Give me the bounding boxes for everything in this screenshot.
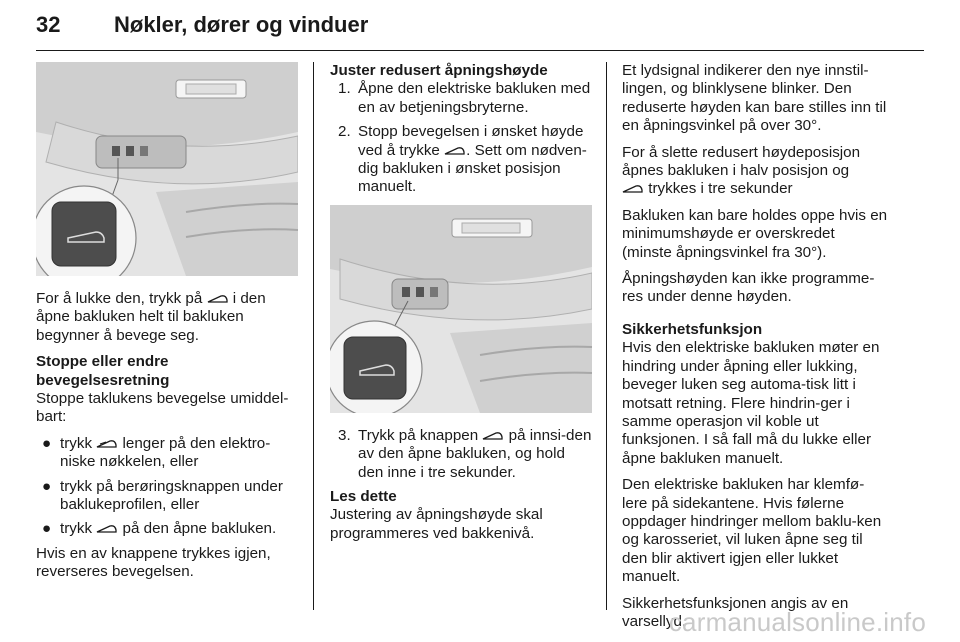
tailgate-icon [96, 522, 118, 534]
list-item: ● trykk lenger på den elektro-niske nøkkelen, eller [42, 434, 271, 471]
paragraph: Bakluken kan bare holdes oppe hvis en minimumshøyde er overskredet (minste åpningsvinkel fra 30°). [622, 206, 888, 261]
column-1 [36, 62, 298, 590]
tailgate-icon [444, 144, 466, 156]
tailgate-icon [622, 182, 644, 194]
paragraph: Den elektriske bakluken har klemfø-lere på sidekantene. Hvis følerne oppdager hindringer mellom baklu-ken og karosseriet, vil luken åpne seg til den blir aktivert igjen eller lukket manuelt. [622, 476, 882, 586]
adjust-steps [330, 80, 592, 196]
column-2 [330, 62, 592, 551]
tailgate-icon [482, 429, 504, 441]
note-heading: Les dette [330, 488, 397, 506]
paragraph: For å slette redusert høydeposisjon åpnes bakluken i halv posisjon og trykkes i tre sekunder [622, 143, 861, 198]
list-item: ● trykk på berøringsknappen under baklukeprofilen, eller [42, 477, 283, 514]
column-divider [313, 62, 314, 610]
paragraph: Åpningshøyden kan ikke programme-res under denne høyden. [622, 270, 875, 306]
interior-button-illustration [330, 205, 592, 413]
column-3 [622, 62, 888, 639]
column-divider [606, 62, 607, 610]
section-heading-safety: Sikkerhetsfunksjon [622, 320, 763, 338]
paragraph: Et lydsignal indikerer den nye innstil-lingen, og blinklysene blinker. Den reduserte høyden kan bare stilles inn til en åpningsvinkel på over 30°. [622, 62, 887, 135]
reverse-note: Hvis en av knappene trykkes igjen, reverseres bevegelsen. [36, 544, 271, 581]
list-item: 2. Stopp bevegelsen i ønsket høyde ved å trykke . Sett om nødven-dig bakluken i ønsket posisjon manuelt. [338, 123, 587, 196]
paragraph: Sikkerhetsfunksjonen angis av en varsellyd. [622, 594, 849, 630]
section-heading-adjust: Juster redusert åpningshøyde [330, 62, 548, 79]
page-header [36, 4, 924, 51]
watermark: carmanualsonline.info [668, 607, 926, 637]
list-item: ● trykk på den åpne bakluken. [42, 520, 277, 538]
page-title: Nøkler, dører og vinduer [114, 12, 369, 37]
note-text: Justering av åpningshøyde skal programmeres ved bakkenivå. [330, 506, 543, 542]
stop-intro: Stoppe taklukens bevegelse umiddel-bart: [36, 390, 289, 426]
paragraph: Hvis den elektriske bakluken møter en hindring under åpning eller lukking, beveger luken seg automa-tisk litt i motsatt retning. Flere hindrin-ger i samme operasjon vil koble ut funksjonen. I så fall må du lukke eller åpne bakluken manuelt. [622, 339, 880, 467]
list-item: 1. Åpne den elektriske bakluken med en av betjeningsbryterne. [338, 80, 591, 116]
list-item: 3. Trykk på knappen på innsi-den av den åpne bakluken, og hold den inne i tre sekunder. [338, 426, 592, 481]
stop-options-list [36, 435, 298, 539]
tailgate-icon [207, 292, 229, 304]
adjust-steps-continued [330, 427, 592, 482]
tailgate-button-illustration [36, 62, 298, 276]
section-heading-stop: Stoppe eller endre bevegelsesretning [36, 353, 170, 389]
close-instruction: For å lukke den, trykk på i den åpne bakluken helt til bakluken begynner å bevege seg. [36, 290, 266, 344]
page-number: 32 [36, 12, 61, 37]
tailgate-icon [96, 437, 118, 449]
